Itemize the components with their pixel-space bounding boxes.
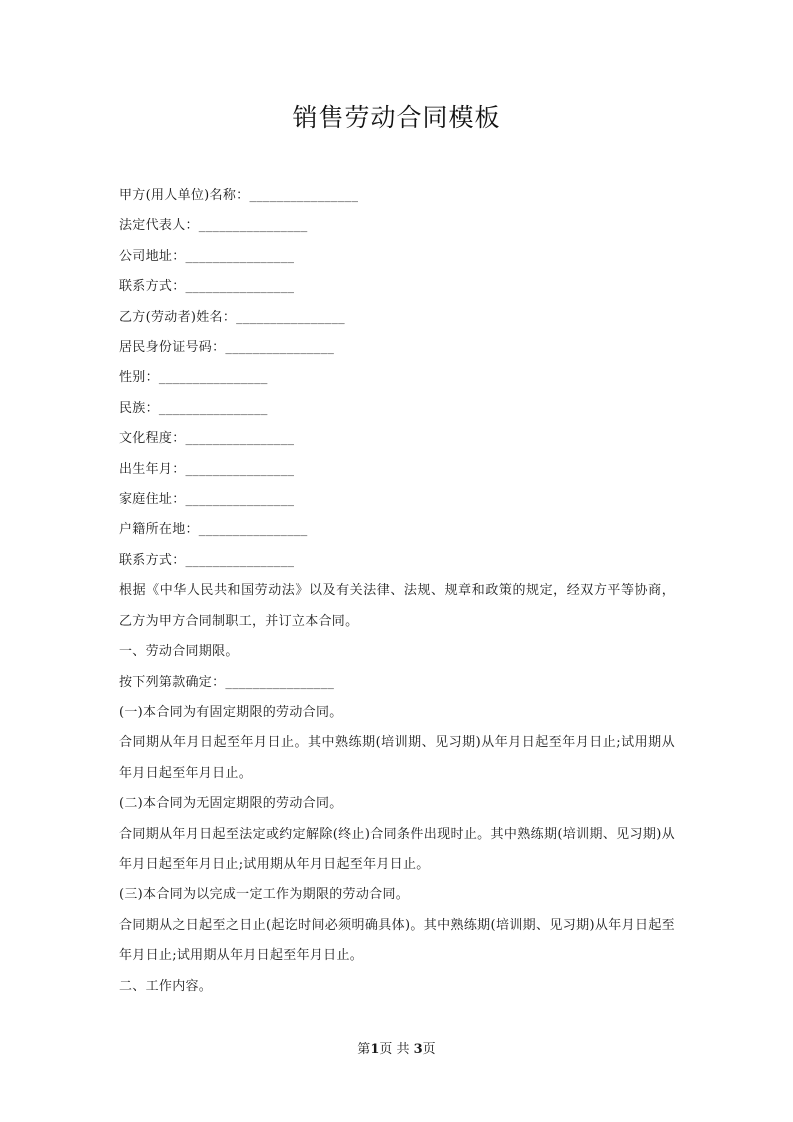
field-legal-representative: 法定代表人：________________ <box>119 218 308 234</box>
field-employee-name: 乙方(劳动者)姓名：________________ <box>119 309 345 325</box>
field-ethnicity: 民族：________________ <box>119 400 268 416</box>
field-company-address: 公司地址：________________ <box>119 248 295 264</box>
field-home-address: 家庭住址：________________ <box>119 492 295 508</box>
document-title: 销售劳动合同模板 <box>292 103 501 132</box>
field-household-registration: 户籍所在地：________________ <box>119 522 308 538</box>
field-term-option: 按下列第款确定：________________ <box>119 674 335 690</box>
preamble-paragraph: 根据《中华人民共和国劳动法》以及有关法律、法规、规章和政策的规定，经双方平等协商，乙方为甲方合同制职工，并订立本合同。 <box>119 583 675 629</box>
footer-total-pages: 3 <box>413 1042 423 1057</box>
clause-task-term-heading: (三)本合同为以完成一定工作为期限的劳动合同。 <box>119 887 410 903</box>
field-employer-contact: 联系方式：________________ <box>119 279 295 295</box>
document-body <box>119 181 675 1002</box>
footer-suffix: 页 <box>422 1042 436 1057</box>
field-employee-contact: 联系方式：________________ <box>119 552 295 568</box>
clause-open-term-heading: (二)本合同为无固定期限的劳动合同。 <box>119 796 343 812</box>
field-education: 文化程度：________________ <box>119 431 295 447</box>
field-employer-name: 甲方(用人单位)名称：________________ <box>119 188 359 203</box>
section-heading-term: 一、劳动合同期限。 <box>119 644 239 660</box>
clause-task-term-text: 合同期从之日起至之日止(起讫时间必须明确具体)。其中熟练期(培训期、见习期)从年月日起至年月日止;试用期从年月日起至年月日止。 <box>119 917 675 964</box>
footer-middle: 页 共 <box>379 1042 414 1057</box>
field-id-number: 居民身份证号码：________________ <box>119 340 335 356</box>
footer-page-number: 1 <box>370 1042 380 1057</box>
field-gender: 性别：________________ <box>119 370 268 386</box>
clause-open-term-text: 合同期从年月日起至法定或约定解除(终止)合同条件出现时止。其中熟练期(培训期、见习期)从年月日起至年月日止;试用期从年月日起至年月日止。 <box>119 826 675 872</box>
page-footer <box>0 1040 793 1060</box>
footer-prefix: 第 <box>357 1042 371 1057</box>
section-heading-work-content: 二、工作内容。 <box>119 978 213 994</box>
clause-fixed-term-text: 合同期从年月日起至年月日止。其中熟练期(培训期、见习期)从年月日起至年月日止;试用期从年月日起至年月日止。 <box>119 735 675 781</box>
clause-fixed-term-heading: (一)本合同为有固定期限的劳动合同。 <box>119 704 343 720</box>
field-birth-date: 出生年月：________________ <box>119 461 295 477</box>
